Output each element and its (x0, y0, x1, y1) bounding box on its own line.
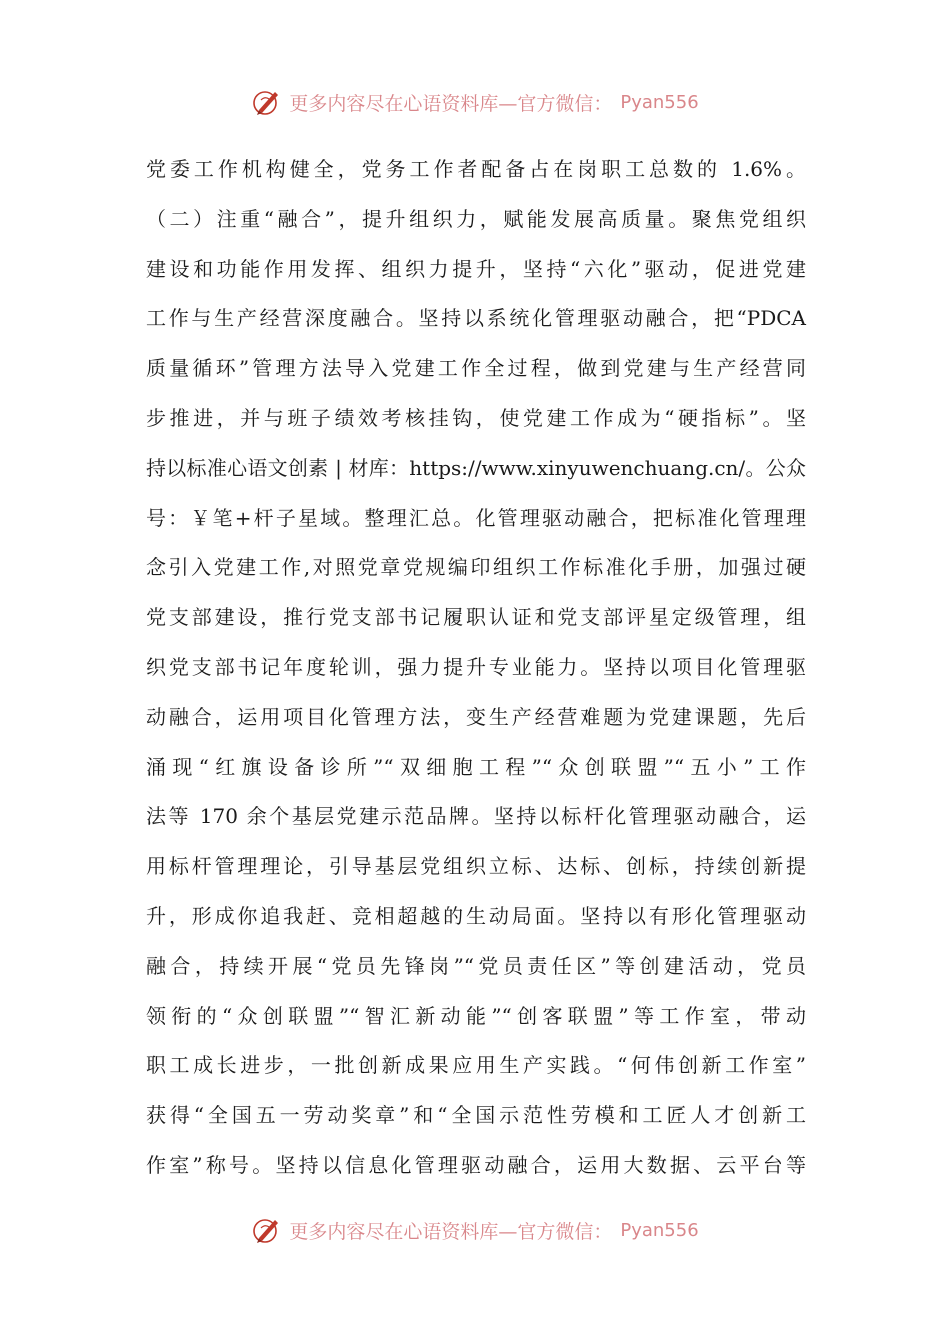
text-line: 建设和功能作用发挥、组织力提升，坚持“六化”驱动，促进党建 (146, 256, 806, 281)
watermark-wechat-id: Pyan556 (620, 1219, 699, 1241)
text-line: 念引入党建工作,对照党章党规编印组织工作标准化手册，加强过硬 (146, 555, 806, 580)
text-line: 工作与生产经营深度融合。坚持以系统化管理驱动融合，把“PDCA (146, 306, 806, 331)
text-line: 作室”称号。坚持以信息化管理驱动融合，运用大数据、云平台等 (146, 1152, 806, 1177)
text-line: 织党支部书记年度轮训，强力提升专业能力。坚持以项目化管理驱 (146, 654, 806, 679)
text-line: 职工成长进步，一批创新成果应用生产实践。“何伟创新工作室” (146, 1053, 806, 1078)
text-line: 持以标准心语文创素 | 材库：https://www.xinyuwenchuang.cn/。公众 (146, 455, 806, 480)
text-line: 涌现“红旗设备诊所”“双细胞工程”“众创联盟”“五小”工作 (146, 754, 806, 779)
footer-watermark (0, 1214, 950, 1246)
text-line: 动融合，运用项目化管理方法，变生产经营难题为党建课题，先后 (146, 704, 806, 729)
watermark-wechat-id: Pyan556 (620, 91, 699, 113)
text-line: 质量循环”管理方法导入党建工作全过程，做到党建与生产经营同 (146, 356, 806, 381)
document-body (146, 150, 806, 1196)
text-line: 步推进，并与班子绩效考核挂钩，使党建工作成为“硬指标”。坚 (146, 405, 806, 430)
watermark-text: 更多内容尽在心语资料库—官方微信： (289, 1220, 613, 1243)
pen-logo-icon (251, 1214, 283, 1246)
text-line: 党委工作机构健全，党务工作者配备占在岗职工总数的 1.6%。 (146, 157, 806, 181)
pen-logo-icon (251, 86, 283, 118)
header-watermark (0, 86, 950, 118)
text-line: 获得“全国五一劳动奖章”和“全国示范性劳模和工匠人才创新工 (146, 1103, 806, 1128)
text-line: 融合，持续开展“党员先锋岗”“党员责任区”等创建活动，党员 (146, 953, 806, 978)
text-line: 升，形成你追我赶、竞相超越的生动局面。坚持以有形化管理驱动 (146, 903, 806, 928)
text-line: 领衔的“众创联盟”“智汇新动能”“创客联盟”等工作室，带动 (146, 1003, 806, 1028)
text-line: 党支部建设，推行党支部书记履职认证和党支部评星定级管理，组 (146, 605, 806, 630)
text-line: 法等 170 余个基层党建示范品牌。坚持以标杆化管理驱动融合，运 (146, 804, 806, 829)
watermark-text: 更多内容尽在心语资料库—官方微信： (289, 92, 613, 115)
text-line: 用标杆管理理论，引导基层党组织立标、达标、创标，持续创新提 (146, 854, 806, 879)
text-line: （二）注重“融合”，提升组织力，赋能发展高质量。聚焦党组织 (146, 206, 806, 231)
text-line: 号：￥笔+杆子星域。整理汇总。化管理驱动融合，把标准化管理理 (146, 505, 806, 530)
